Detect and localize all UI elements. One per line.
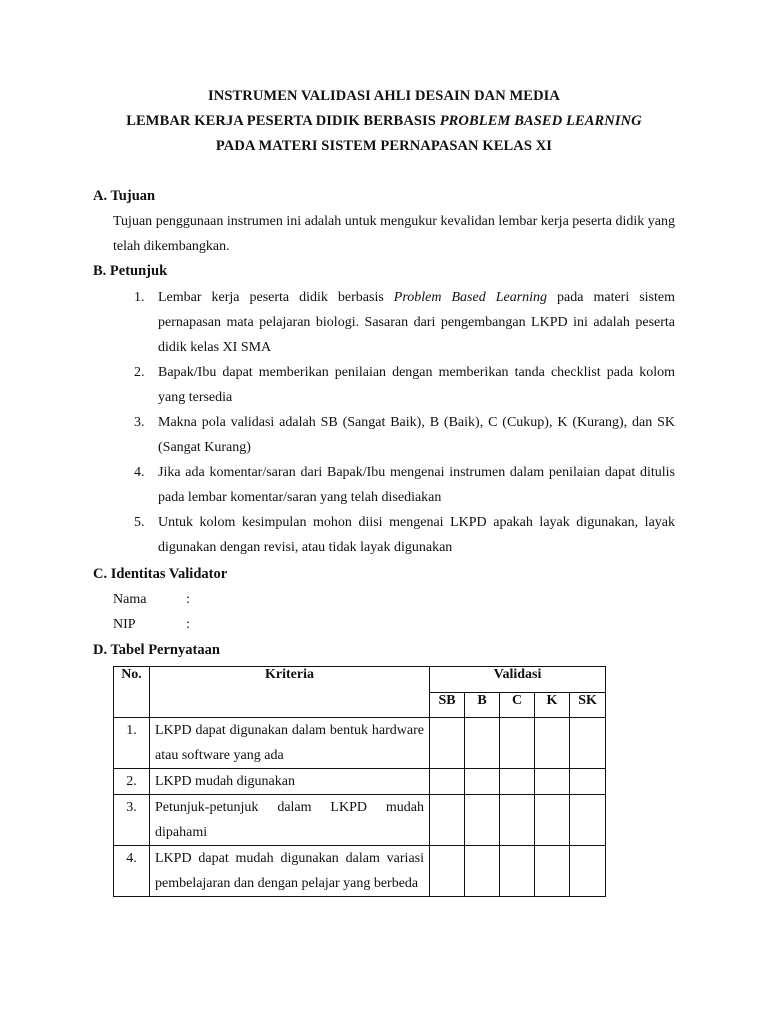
- section-a-text: Tujuan penggunaan instrumen ini adalah untuk mengukur kevalidan lembar kerja peserta didik yang telah dikembangkan.: [113, 214, 675, 254]
- petunjuk-item-italic: Problem Based Learning: [393, 290, 548, 305]
- table-header-row: [114, 667, 606, 693]
- row-kriteria: LKPD mudah digunakan: [150, 769, 430, 795]
- validation-table: [113, 666, 606, 897]
- cell-k[interactable]: [535, 769, 570, 795]
- petunjuk-list: [110, 285, 675, 560]
- cell-b[interactable]: [465, 769, 500, 795]
- cell-sb[interactable]: [430, 795, 465, 846]
- petunjuk-item-number: 5.: [134, 515, 145, 530]
- petunjuk-item-text: Makna pola validasi adalah SB (Sangat Baik), B (Baik), C (Cukup), K (Kurang), dan SK (Sangat Kurang): [158, 415, 675, 455]
- cell-c[interactable]: [500, 718, 535, 769]
- validator-name-label: Nama: [113, 592, 147, 607]
- cell-k[interactable]: [535, 795, 570, 846]
- header-kriteria: Kriteria: [150, 667, 430, 718]
- petunjuk-item-number: 4.: [134, 465, 145, 480]
- validator-nip-label: NIP: [113, 617, 136, 632]
- section-c-heading: C. Identitas Validator: [93, 566, 228, 582]
- cell-sk[interactable]: [570, 718, 606, 769]
- row-kriteria: Petunjuk-petunjuk dalam LKPD mudah dipahami: [150, 795, 430, 846]
- title-line-1: INSTRUMEN VALIDASI AHLI DESAIN DAN MEDIA: [208, 88, 560, 104]
- cell-c[interactable]: [500, 795, 535, 846]
- row-kriteria: LKPD dapat mudah digunakan dalam variasi pembelajaran dan dengan pelajar yang berbeda: [150, 846, 430, 897]
- title-line-2: [0, 113, 768, 130]
- petunjuk-item-number: 2.: [134, 365, 145, 380]
- petunjuk-item-text: Untuk kolom kesimpulan mohon diisi mengenai LKPD apakah layak digunakan, layak digunakan dengan revisi, atau tidak layak digunakan: [158, 515, 675, 555]
- cell-c[interactable]: [500, 846, 535, 897]
- cell-sk[interactable]: [570, 769, 606, 795]
- section-d-heading: D. Tabel Pernyataan: [93, 642, 220, 658]
- petunjuk-item-text-cont: pada materi sistem pernapasan mata pelajaran biologi. Sasaran dari pengembangan LKPD ini adalah peserta didik kelas XI SMA: [158, 290, 676, 355]
- cell-sk[interactable]: [570, 795, 606, 846]
- petunjuk-item-text: Jika ada komentar/saran dari Bapak/Ibu mengenai instrumen dalam penilaian dapat ditulis pada lembar komentar/saran yang telah disediakan: [158, 465, 675, 505]
- cell-sk[interactable]: [570, 846, 606, 897]
- petunjuk-item: [110, 285, 675, 360]
- header-validasi: Validasi: [430, 667, 606, 693]
- petunjuk-item: [110, 460, 675, 510]
- petunjuk-item-text: Lembar kerja peserta didik berbasis: [158, 290, 394, 305]
- cell-b[interactable]: [465, 846, 500, 897]
- table-row: [114, 846, 606, 897]
- row-number: 4.: [114, 846, 150, 897]
- cell-b[interactable]: [465, 795, 500, 846]
- petunjuk-item: [110, 510, 675, 560]
- header-sk: SK: [570, 692, 606, 718]
- validator-name-row: [113, 592, 190, 608]
- title-line-3: PADA MATERI SISTEM PERNAPASAN KELAS XI: [215, 138, 553, 154]
- table-row: [114, 769, 606, 795]
- petunjuk-item-text: Bapak/Ibu dapat memberikan penilaian dengan memberikan tanda checklist pada kolom yang tersedia: [158, 365, 675, 405]
- table-row: [114, 718, 606, 769]
- section-b-heading: B. Petunjuk: [93, 263, 168, 279]
- cell-sb[interactable]: [430, 718, 465, 769]
- row-number: 3.: [114, 795, 150, 846]
- validator-name-colon: :: [186, 592, 190, 607]
- section-a-heading: A. Tujuan: [93, 188, 156, 204]
- validator-nip-row: [113, 617, 190, 633]
- cell-b[interactable]: [465, 718, 500, 769]
- cell-sb[interactable]: [430, 846, 465, 897]
- petunjuk-item-number: 1.: [134, 290, 145, 305]
- header-k: K: [535, 692, 570, 718]
- row-kriteria: LKPD dapat digunakan dalam bentuk hardware atau software yang ada: [150, 718, 430, 769]
- cell-k[interactable]: [535, 846, 570, 897]
- header-b: B: [465, 692, 500, 718]
- cell-c[interactable]: [500, 769, 535, 795]
- validator-nip-colon: :: [186, 617, 190, 632]
- petunjuk-item: [110, 360, 675, 410]
- header-sb: SB: [430, 692, 465, 718]
- cell-k[interactable]: [535, 718, 570, 769]
- row-number: 1.: [114, 718, 150, 769]
- row-number: 2.: [114, 769, 150, 795]
- cell-sb[interactable]: [430, 769, 465, 795]
- header-no: No.: [114, 667, 150, 718]
- petunjuk-item: [110, 410, 675, 460]
- title-line-2-prefix: LEMBAR KERJA PESERTA DIDIK BERBASIS: [126, 113, 440, 129]
- table-row: [114, 795, 606, 846]
- title-line-2-italic: PROBLEM BASED LEARNING: [439, 113, 642, 129]
- petunjuk-item-number: 3.: [134, 415, 145, 430]
- header-c: C: [500, 692, 535, 718]
